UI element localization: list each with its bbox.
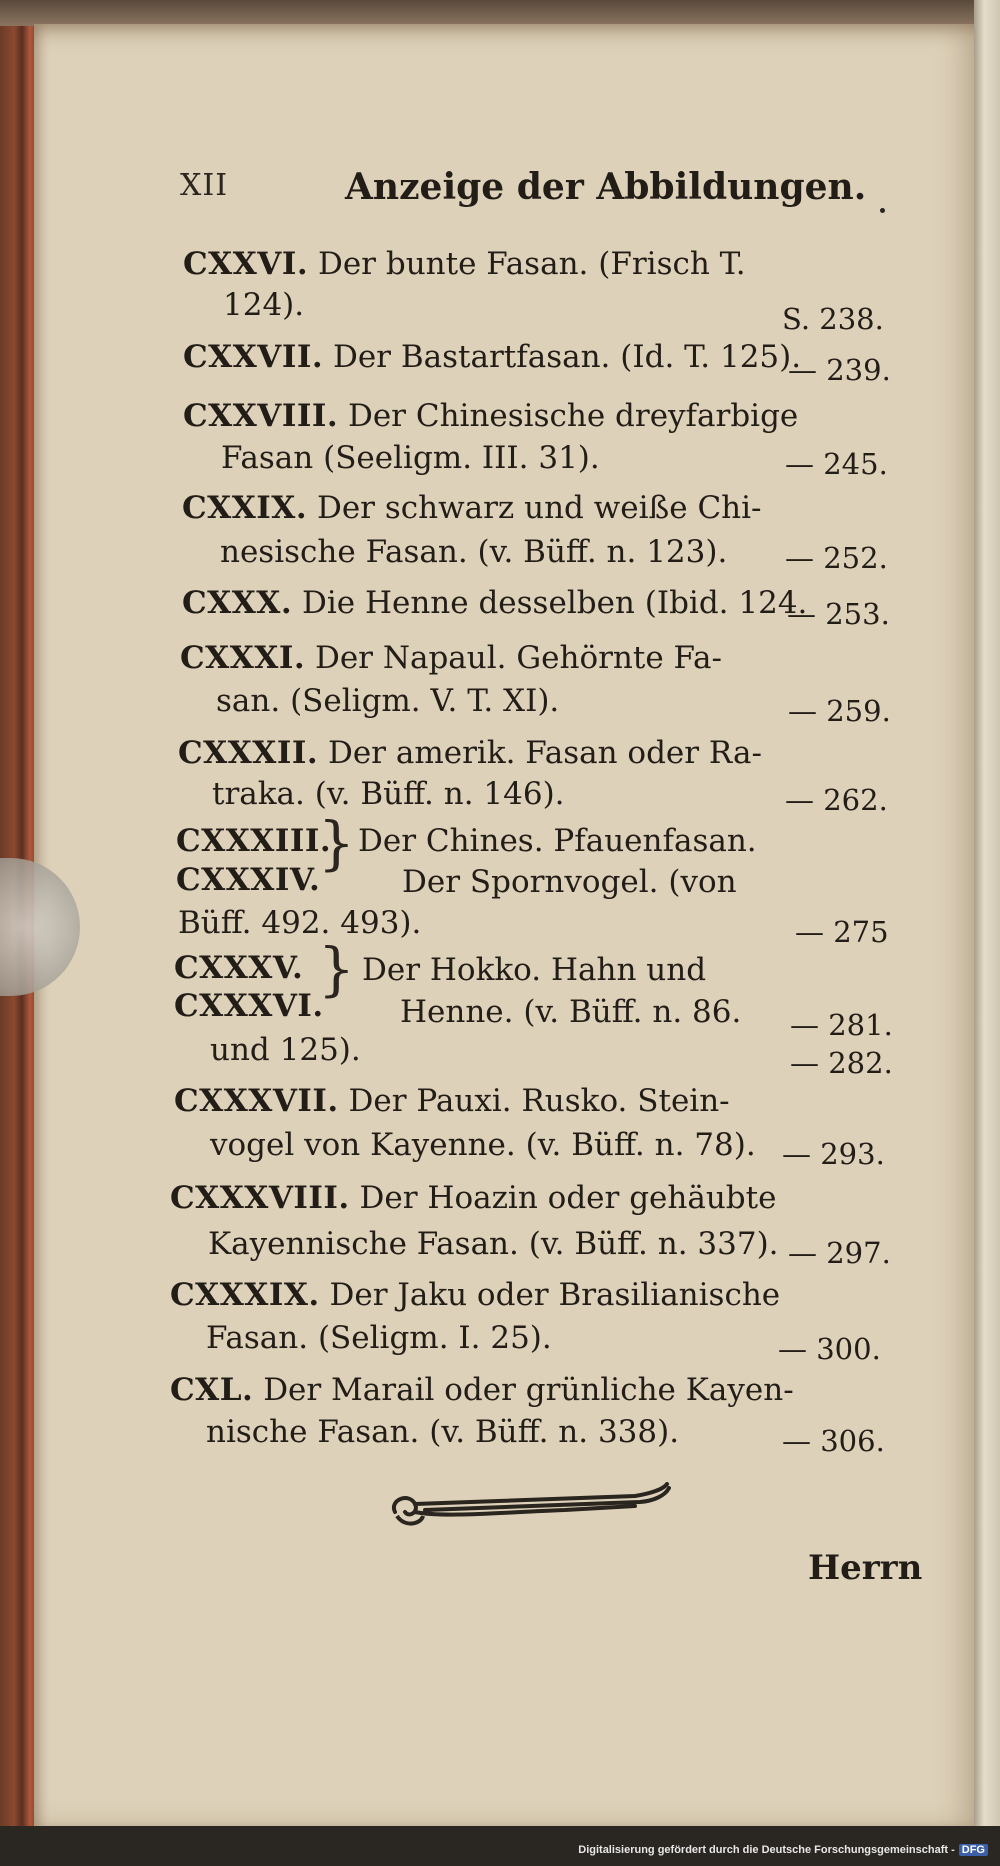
entry-text: Der amerik. Fasan oder Ra- xyxy=(327,735,762,771)
credit-text: Digitalisierung gefördert durch die Deutsche Forschungsgemeinschaft - xyxy=(578,1844,955,1856)
entry-number: CXXXII. xyxy=(178,735,319,771)
entry-line: san. (Seligm. V. T. XI). xyxy=(216,683,560,719)
entry-line xyxy=(178,735,762,771)
page-reference: — 262. xyxy=(785,783,888,817)
catchword: Herrn xyxy=(808,1548,923,1588)
entry-number: CXXXI. xyxy=(180,640,306,676)
entry-line xyxy=(183,398,798,434)
entry-number-line xyxy=(174,988,324,1024)
entry-line xyxy=(183,339,801,375)
entry-number: CXXXVIII. xyxy=(170,1180,350,1216)
entry-text: Der Bastartfasan. (Id. T. 125). xyxy=(332,339,802,375)
entry-number-line xyxy=(174,950,303,986)
entry-number: CXXXIX. xyxy=(170,1277,320,1313)
digitization-credit xyxy=(578,1844,988,1856)
entry-line: Fasan (Seeligm. III. 31). xyxy=(221,440,600,476)
entry-line xyxy=(170,1277,780,1313)
running-title: Anzeige der Abbildungen. xyxy=(345,166,867,208)
entry-line: 124). xyxy=(223,287,305,323)
entry-line xyxy=(182,585,807,621)
entry-text: Der bunte Fasan. (Frisch T. xyxy=(317,246,746,282)
page-reference: — 275 xyxy=(795,915,889,949)
entry-number-line xyxy=(176,823,331,859)
entry-text: Der Hoazin oder gehäubte xyxy=(359,1180,777,1216)
page-reference: — 306. xyxy=(782,1424,885,1458)
entry-text: Die Henne desselben (Ibid. 124. xyxy=(301,585,808,621)
entry-text: Der Jaku oder Brasilianische xyxy=(329,1277,781,1313)
ink-dot xyxy=(880,208,885,213)
page-reference: — 239. xyxy=(788,353,891,387)
brace: } xyxy=(318,809,355,877)
entry-number: CXXXIV. xyxy=(176,862,321,898)
page-reference: — 252. xyxy=(785,541,888,575)
entry-number: CXXXIII. xyxy=(176,823,332,859)
entry-number: CXXVIII. xyxy=(183,398,339,434)
entry-text: Der Marail oder grünliche Kayen- xyxy=(263,1372,794,1408)
page-reference: S. 238. xyxy=(782,302,884,336)
entry-line xyxy=(170,1372,794,1408)
entry-line xyxy=(170,1180,776,1216)
page-reference: — 297. xyxy=(788,1236,891,1270)
entry-line xyxy=(182,490,762,526)
entry-line xyxy=(174,1083,730,1119)
entry-number: CXXXVI. xyxy=(174,988,324,1024)
entry-number-line xyxy=(176,862,320,898)
page-reference: — 282. xyxy=(790,1046,893,1080)
entry-number: CXXIX. xyxy=(182,490,308,526)
entry-number: CXXX. xyxy=(182,585,293,621)
ornament-rule xyxy=(385,1482,675,1532)
entry-line: Der Chines. Pfauenfasan. xyxy=(358,823,757,859)
dfg-logo: DFG xyxy=(959,1844,988,1856)
brace: } xyxy=(318,935,355,1003)
entry-text: Der Chinesische dreyfarbige xyxy=(347,398,799,434)
entry-line: Fasan. (Seligm. I. 25). xyxy=(206,1320,552,1356)
entry-text: Der Pauxi. Rusko. Stein- xyxy=(348,1083,730,1119)
page-reference: — 245. xyxy=(785,447,888,481)
entry-number: CXXXVII. xyxy=(174,1083,339,1119)
page-reference: — 300. xyxy=(778,1332,881,1366)
entry-number: CXXXV. xyxy=(174,950,304,986)
entry-line: und 125). xyxy=(210,1032,361,1068)
page-reference: — 293. xyxy=(782,1137,885,1171)
entry-line: nische Fasan. (v. Büff. n. 338). xyxy=(206,1414,680,1450)
entry-line: nesische Fasan. (v. Büff. n. 123). xyxy=(220,534,728,570)
entry-number: CXXVI. xyxy=(183,246,309,282)
entry-line: traka. (v. Büff. n. 146). xyxy=(212,776,565,812)
page-number-roman: XII xyxy=(180,168,229,203)
entry-number: CXXVII. xyxy=(183,339,324,375)
page-reference: — 253. xyxy=(787,597,890,631)
entry-text: Der Napaul. Gehörnte Fa- xyxy=(314,640,722,676)
entry-line: Der Hokko. Hahn und xyxy=(362,952,707,988)
entry-line: Kayennische Fasan. (v. Büff. n. 337). xyxy=(208,1226,779,1262)
page-reference: — 259. xyxy=(788,694,891,728)
entry-line: Der Spornvogel. (von xyxy=(402,864,737,900)
entry-line: vogel von Kayenne. (v. Büff. n. 78). xyxy=(210,1127,756,1163)
entry-text: Der schwarz und weiße Chi- xyxy=(316,490,762,526)
entry-line: Henne. (v. Büff. n. 86. xyxy=(400,994,742,1030)
entry-number: CXL. xyxy=(170,1372,254,1408)
entry-line xyxy=(183,246,746,282)
entry-line xyxy=(180,640,722,676)
entry-line: Büff. 492. 493). xyxy=(178,905,422,941)
page-reference: — 281. xyxy=(790,1008,893,1042)
